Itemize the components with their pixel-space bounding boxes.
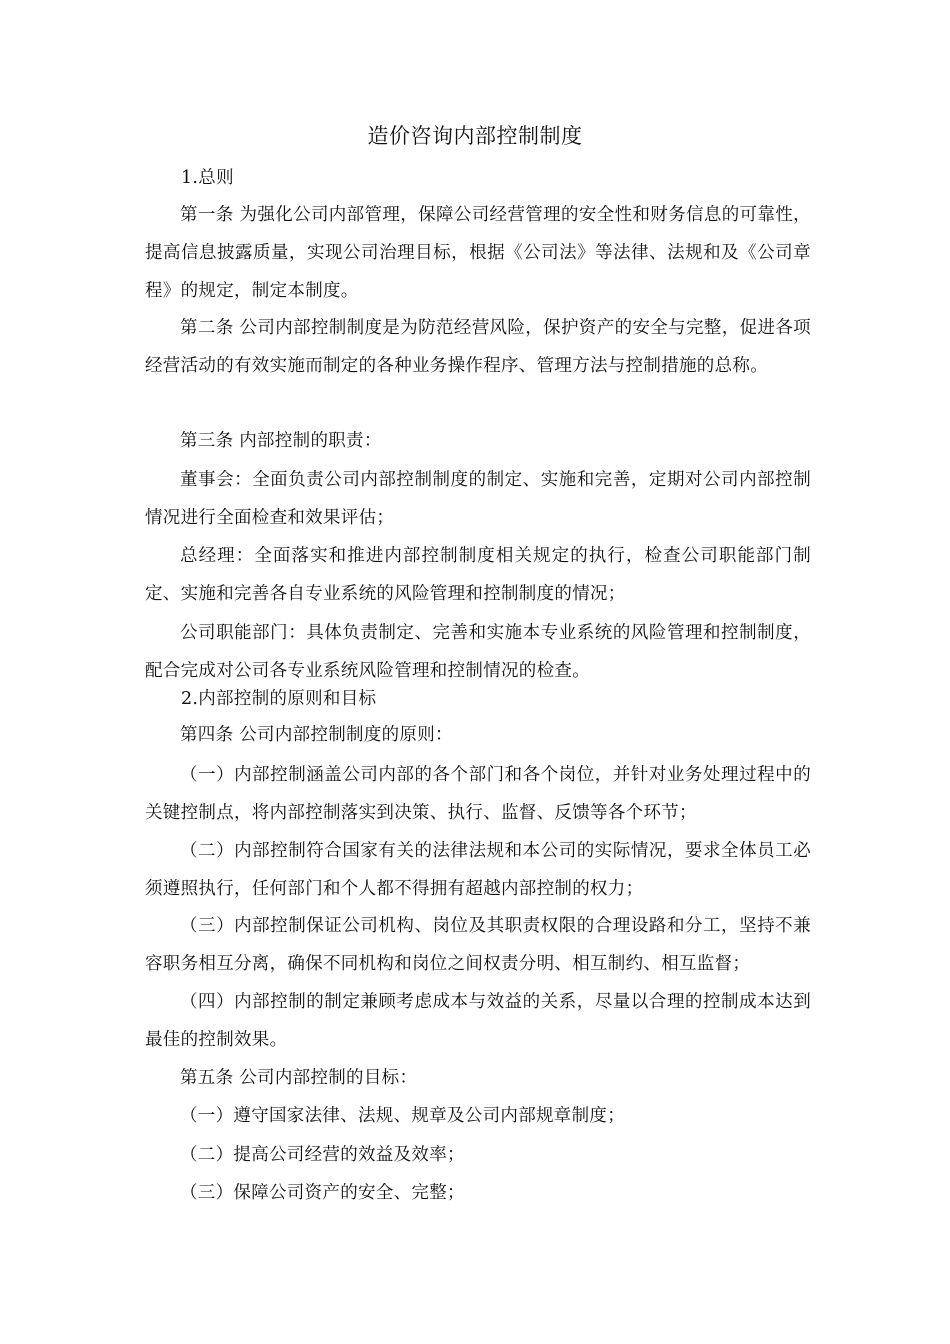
objective-3-paragraph: （三）保障公司资产的安全、完整； <box>180 1183 465 1203</box>
principle-3-paragraph: （三）内部控制保证公司机构、岗位及其职责权限的合理设路和分工，坚持不兼容职务相互分离，确保不同机构和岗位之间权责分明、相互制约、相互监督； <box>145 916 811 974</box>
document-title: 造价咨询内部控制制度 <box>367 124 583 148</box>
section-heading-general: 1.总则 <box>181 168 234 188</box>
article-3-paragraph: 第三条 内部控制的职责： <box>180 431 382 451</box>
principle-2-paragraph: （二）内部控制符合国家有关的法律法规和本公司的实际情况，要求全体员工必须遵照执行，任何部门和个人都不得拥有超越内部控制的权力； <box>145 841 811 899</box>
article-4-paragraph: 第四条 公司内部控制制度的原则： <box>180 725 453 745</box>
objective-2-paragraph: （二）提高公司经营的效益及效率； <box>180 1145 465 1165</box>
board-duty-paragraph: 董事会：全面负责公司内部控制制度的制定、实施和完善，定期对公司内部控制情况进行全面检查和效果评估； <box>145 470 811 528</box>
gm-duty-paragraph: 总经理：全面落实和推进内部控制制度相关规定的执行，检查公司职能部门制定、实施和完善各自专业系统的风险管理和控制制度的情况； <box>145 546 811 604</box>
article-1-paragraph: 第一条 为强化公司内部管理，保障公司经营管理的安全性和财务信息的可靠性，提高信息披露质量，实现公司治理目标，根据《公司法》等法律、法规和及《公司章程》的规定，制定本制度。 <box>145 205 811 301</box>
objective-1-paragraph: （一）遵守国家法律、法规、规章及公司内部规章制度； <box>180 1106 625 1126</box>
department-duty-paragraph: 公司职能部门：具体负责制定、完善和实施本专业系统的风险管理和控制制度，配合完成对公司各专业系统风险管理和控制情况的检查。 <box>145 623 811 681</box>
principle-4-paragraph: （四）内部控制的制定兼顾考虑成本与效益的关系，尽量以合理的控制成本达到最佳的控制效果。 <box>145 992 811 1050</box>
article-2-paragraph: 第二条 公司内部控制制度是为防范经营风险，保护资产的安全与完整，促进各项经营活动的有效实施而制定的各种业务操作程序、管理方法与控制措施的总称。 <box>145 318 811 376</box>
section-heading-principles: 2.内部控制的原则和目标 <box>181 689 377 709</box>
principle-1-paragraph: （一）内部控制涵盖公司内部的各个部门和各个岗位，并针对业务处理过程中的关键控制点，将内部控制落实到决策、执行、监督、反馈等各个环节； <box>145 765 811 823</box>
article-5-paragraph: 第五条 公司内部控制的目标： <box>180 1068 418 1088</box>
